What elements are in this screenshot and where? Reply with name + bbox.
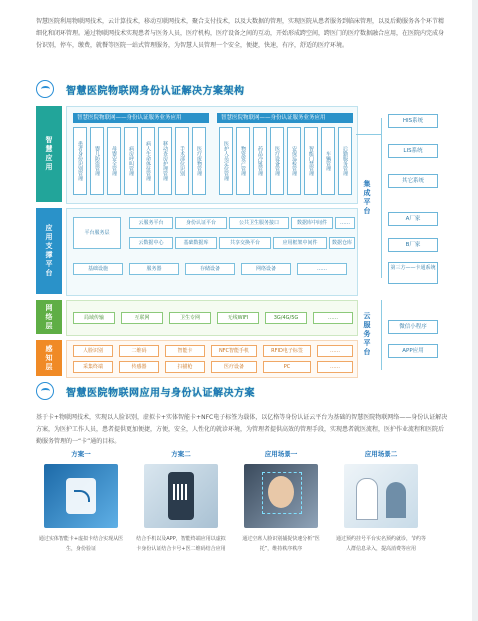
- scheme-card: [136, 448, 226, 554]
- sensing-item: 采集终端: [73, 361, 113, 373]
- app-col: 医护人员定位管理: [219, 127, 233, 195]
- cloud-platform-label: 云服务平台: [363, 312, 371, 357]
- other-system: 其它系统: [388, 174, 438, 188]
- sensing-item: ……: [317, 361, 353, 373]
- scheme-card: [336, 448, 426, 554]
- app-col: 车辆管理: [321, 127, 335, 195]
- support-item: 云数据中心: [129, 237, 173, 249]
- support-item: 数据仓库: [329, 237, 355, 249]
- page-edge: [472, 0, 478, 621]
- app-col: 移动查房护理管理: [158, 127, 172, 195]
- support-item: 云服务平台: [129, 217, 173, 229]
- support-item: 共享交换平台: [219, 237, 271, 249]
- sensing-item: ……: [317, 345, 353, 357]
- scheme-title: 应用场景二: [364, 450, 398, 458]
- layer-label-sensing: 感知层: [36, 340, 62, 376]
- platform-service-layer: 平台服务层: [73, 217, 121, 249]
- sensing-item: PC: [263, 361, 311, 373]
- scheme-title: 方案二: [171, 450, 191, 458]
- sensing-item: 扫描枪: [165, 361, 205, 373]
- sensing-item: 传感器: [119, 361, 159, 373]
- solution-paragraph: 基于卡+物联网技术，实现以人脸识别，虚拟卡+实体智能卡+NFC电子标签为载体，以亿格等身份认证云平台为基础的智慧医院物联网络——身份认证解决方案，为医护工作人员，患者提供更加便捷，方便，安全，人性化的就诊环境，为管理者提供高效的管理手段，实现患者就医流程，医护作业流程和医院后勤服务管理的一“卡”通的目标。: [36, 414, 448, 445]
- support-item: 数据库中间件: [291, 217, 333, 229]
- smart-apps-zone: [66, 106, 358, 204]
- support-item: 基础数据库: [175, 237, 217, 249]
- support-item: 网络设备: [241, 263, 291, 275]
- support-platform-zone: [66, 208, 358, 296]
- support-item: 身份认证平台: [175, 217, 227, 229]
- his-system: HIS系统: [388, 114, 438, 128]
- app-col: 病人生命体征管理: [141, 127, 155, 195]
- section-title-text: 智慧医院物联网身份认证解决方案架构: [66, 85, 245, 97]
- logo-swirl-icon: [36, 80, 54, 98]
- scheme-caption: 通过预约挂号平台实名预约就诊，节约等人群信息录入，提高消费等应用: [336, 536, 427, 552]
- layer-label-support-platform: 应用支撑平台: [36, 208, 62, 294]
- app-col: 病房呼叫管理: [124, 127, 138, 195]
- app-right-header: 智慧医院物联网——身份认证服务业务应用: [217, 113, 353, 123]
- sensing-item: 人脸识别: [73, 345, 113, 357]
- app-col: 物资资产管理: [236, 127, 250, 195]
- app-col: 医疗设备管理: [270, 127, 284, 195]
- network-item: 互联网: [121, 312, 163, 324]
- scheme-caption: 结合手机以及APP，智能终端应用以虚拟卡身份认证结合卡号+医二维码结合应用: [136, 536, 226, 552]
- network-item: 无线WIFI: [217, 312, 259, 324]
- layer-label-network: 网络层: [36, 300, 62, 334]
- phone-qr-icon: [144, 464, 218, 528]
- sensing-item: 医疗设备: [211, 361, 257, 373]
- nfc-card-icon: [44, 464, 118, 528]
- logo-swirl-icon: [36, 382, 54, 400]
- support-item: 应用框架中间件: [273, 237, 327, 249]
- support-item: ……: [297, 263, 347, 275]
- face-recognition-icon: [244, 464, 318, 528]
- sensing-item: 二维码: [119, 345, 159, 357]
- architecture-diagram: [36, 104, 448, 376]
- support-item: 基础设施: [73, 263, 123, 275]
- scheme-title: 方案一: [71, 450, 91, 458]
- vendor-b: B厂家: [388, 238, 438, 252]
- app-col: 手术部位识别: [175, 127, 189, 195]
- support-item: 服务器: [129, 263, 179, 275]
- network-item: 局域传输: [73, 312, 115, 324]
- network-zone: [66, 300, 358, 336]
- support-item: ……: [335, 217, 355, 229]
- support-item: 公共卫生服务接口: [229, 217, 289, 229]
- sensing-item: NFC智能手机: [211, 345, 257, 357]
- app-application: APP应用: [388, 344, 438, 358]
- app-col: 婴儿防盗管理: [90, 127, 104, 195]
- scheme-caption: 通过空席人脸识别捕捉快速分析“医托”，维持秩序秩序: [242, 536, 320, 552]
- app-col: 药品冷链管理: [253, 127, 267, 195]
- app-col: 患者身份识别管理: [73, 127, 87, 195]
- wechat-mini-program: 微信小程序: [388, 320, 438, 334]
- network-item: 卫生专网: [169, 312, 211, 324]
- doctor-patient-icon: [344, 464, 418, 528]
- section-title-solution: [36, 382, 259, 400]
- intro-paragraph: 智慧医院利用物联网技术，云计算技术，移动互联网技术，聚合支付技术，以及大数据的管理，实现医院从患者服务到临床管理，以及后勤服务各个环节精细化和闭环管理。通过物联网技术实现患者与医务人员，医疗机构，医疗设备之间的互动，开始形成跨空间，跨医门的医疗数据融合应用，在医院内完成身份识别，停车，缴费，就餐等医院一站式管理服务，为智慧人员管理一个安全，便捷，快速，有序，舒适的医疗环境。: [36, 18, 445, 49]
- connector: [381, 118, 382, 278]
- app-col: 医疗废物管理: [192, 127, 206, 195]
- vendor-a: A厂家: [388, 212, 438, 226]
- scheme-card: [36, 448, 126, 554]
- scheme-card: [236, 448, 326, 554]
- section-title-text: 智慧医院物联网应用与身份认证解决方案: [66, 387, 255, 399]
- app-col: 安保巡检管理: [287, 127, 301, 195]
- app-col: 智能门禁管理: [304, 127, 318, 195]
- connector: [381, 300, 382, 370]
- scheme-caption: 通过实体智能卡+虚拟卡结合实现从医生，身份验证: [38, 536, 124, 552]
- app-left-header: 智慧医院物联网——身份认证服务业务应用: [73, 113, 209, 123]
- network-item: ……: [313, 312, 353, 324]
- section-title-architecture: [36, 80, 249, 98]
- sensing-item: RFID电子标签: [263, 345, 311, 357]
- app-col: 母婴安全管理: [107, 127, 121, 195]
- third-party-card-system: 第三方——卡通系统: [388, 262, 438, 284]
- sensing-zone: [66, 340, 358, 378]
- sensing-item: 智能卡: [165, 345, 205, 357]
- support-item: 存储设备: [185, 263, 235, 275]
- integration-platform-label: 集成平台: [363, 180, 371, 216]
- network-item: 3G/4G/5G: [265, 312, 307, 324]
- scheme-title: 应用场景一: [264, 450, 298, 458]
- layer-label-smart-apps: 智慧应用: [36, 106, 62, 202]
- app-col: 后勤服务管理: [338, 127, 352, 195]
- connector: [356, 134, 382, 135]
- lis-system: LIS系统: [388, 144, 438, 158]
